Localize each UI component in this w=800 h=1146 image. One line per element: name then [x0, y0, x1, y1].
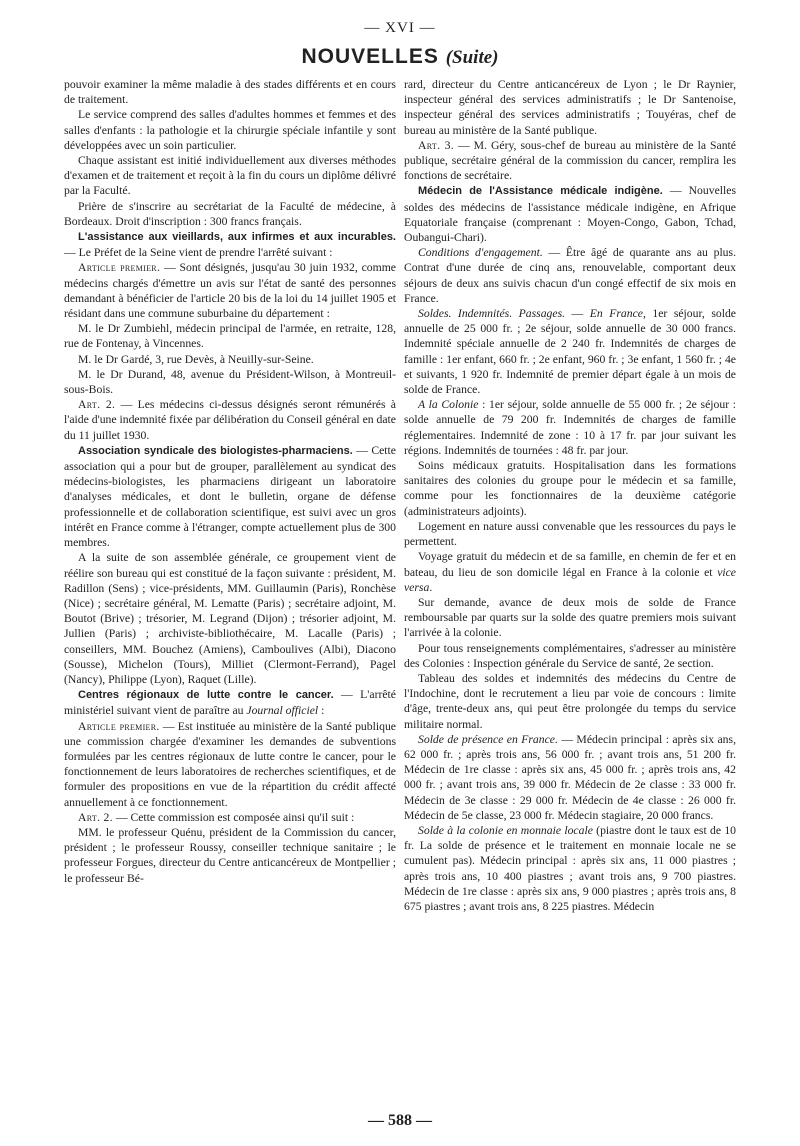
- section-heading: Médecin de l'Assistance médicale indigène.: [418, 185, 663, 198]
- paragraph: A la suite de son assemblée générale, ce groupement vient de réélire son bureau qui est constitué de la façon suivante : président, M. Radillon (Sens) ; vice-présidents, MM. Guillaumin (Paris), Ronchèse (Nice) ; secrétaire général, M. Lematte (Paris) ; secrétaire adjoint, M. Boutot (Brive) ; trésorier, M. Legrand (Dijon) ; trésorier adjoint, M. Jullien (Paris) ; archiviste-bibliothécaire, M. Lacalle (Paris) ; conseillers, MM. Bouchez (Amiens), Camboulives (Albi), Diacono (Sousse), Michelon (Tours), Milliet (Clermont-Ferrand), Pagel (Nancy), Philippe (Lyon), Raquet (Lille).: [64, 551, 396, 686]
- paragraph-text: Voyage gratuit du médecin et de sa famille, en chemin de fer et en bateau, du lieu de son domicile légal en France à la colonie et: [404, 550, 736, 579]
- paragraph: [64, 687, 396, 718]
- section-heading: Association syndicale des biologistes-pharmaciens.: [78, 444, 353, 457]
- paragraph: [404, 823, 736, 914]
- paragraph-text: — Le Préfet de la Seine vient de prendre l'arrêté suivant :: [64, 246, 333, 260]
- journal-reference: Journal officiel: [246, 704, 319, 718]
- paragraph: pouvoir examiner la même maladie à des stades différents et en cours de traitement.: [64, 78, 396, 107]
- paragraph: Sur demande, avance de deux mois de solde de France remboursable par quarts sur la solde des quatre premiers mois suivant l'arrivée à la colonie.: [404, 595, 736, 640]
- paragraph-text: — Sont désignés, jusqu'au 30 juin 1932, comme médecins chargés d'émettre un avis sur l'état de santé des personnes demandant à bénéficier de l'article 20 bis de la loi du 14 juillet 1905 et résidant dans une commune suburbaine du département :: [64, 261, 396, 321]
- paragraph: [64, 397, 396, 443]
- paragraph: Le service comprend des salles d'adultes hommes et femmes et des salles d'enfants : la pathologie et la chirurgie spéciale infantile y sont développées avec un soin particulier.: [64, 108, 396, 152]
- paragraph: [404, 397, 736, 458]
- paragraph-text: :: [318, 704, 325, 718]
- paragraph-text: (piastre dont le taux est de 10 fr. La solde de présence et le traitement en monnaie locale ne se cumulent pas). Médecin principal : après six ans, 11 000 piastres ; après trois ans, 10 400 piastres ; avant trois ans, 9 700 piastres. Médecin de 1re classe : après six ans, 9 000 piastres ; après trois ans, 8 675 piastres ; avant trois ans, 8 225 piastres. Médecin: [404, 823, 737, 913]
- paragraph: [404, 732, 736, 823]
- paragraph: [404, 245, 736, 306]
- subsection-label: Conditions d'engagement.: [418, 246, 543, 260]
- paragraph-text: 1er séjour, solde annuelle de 25 000 fr. ; 2e séjour, solde annuelle de 30 000 francs. Indemnité spéciale annuelle de 2 240 fr. Indemnités de charges de famille : 1er enfant, 660 fr. ; 2e enfant, 960 fr. ; 3e enfant, 1 560 fr. ; 4e et suivants, 1 920 fr. Indemnité de premier départ égale à un mois de solde de France.: [404, 307, 736, 397]
- roman-page-number: — XVI —: [364, 20, 436, 36]
- paragraph-text: — Les médecins ci-dessus désignés seront rémunérés à l'aide d'une indemnité fixée par délibération du Conseil général en date du 11 juillet 1930.: [64, 398, 396, 442]
- article-label: Art. 2.: [78, 810, 113, 824]
- paragraph: M. le Dr Zumbiehl, médecin principal de l'armée, en retraite, 128, rue de Fontenay, à Vincennes.: [64, 322, 396, 351]
- paragraph: rard, directeur du Centre anticancéreux de Lyon ; le Dr Raynier, inspecteur général des services administratifs ; le Dr Santenoise, inspecteur général des services administratifs ; Touyéras, chef de bureau au ministère de la Santé publique.: [404, 78, 736, 137]
- section-heading: Centres régionaux de lutte contre le cancer.: [78, 689, 334, 702]
- paragraph: Logement en nature aussi convenable que les ressources du pays le permettent.: [404, 519, 736, 549]
- subsection-label: Soldes. Indemnités. Passages.: [418, 307, 566, 321]
- paragraph: [404, 138, 736, 184]
- right-column: [404, 77, 736, 914]
- paragraph-text: — Médecin principal : après six ans, 62 000 fr. ; après trois ans, 56 000 fr. ; avant trois ans, 51 200 fr. Médecin de 1re classe : après six ans, 45 000 fr. ; après trois ans, 42 000 fr. ; avant trois ans, 39 000 fr. Médecin de 2e classe : 33 000 fr. Médecin de 3e classe : 29 000 fr. Médecin de 4e classe : 26 000 fr. Médecin de 5e classe, 23 000 fr. Médecin stagiaire, 20 000 francs.: [404, 732, 736, 822]
- section-title-text: NOUVELLES: [301, 45, 439, 68]
- paragraph: [64, 810, 396, 825]
- italic-phrase: vice versa: [404, 565, 736, 594]
- subsection-label: A la Colonie: [418, 398, 479, 412]
- paragraph-text: — Cette association qui a pour but de grouper, parallèlement au syndicat des médecins-biologistes, les pharmaciens dirigeant un laboratoire d'analyses médicales, et dont le bulletin, organe de défense professionnelle et de collaboration scientifique, est suivi avec un gros intérêt en France comme à l'étranger, compte actuellement plus de 300 membres.: [64, 443, 396, 550]
- article-label: Article premier.: [78, 261, 161, 275]
- paragraph-text: .: [429, 580, 433, 594]
- paragraph: Tableau des soldes et indemnités des médecins du Centre de l'Indochine, dont le recrutement a lieu par voie de concours : limite d'âge, trente-deux ans, qui peut être prolongée du temps du service militaire normal.: [404, 671, 736, 731]
- paragraph: [404, 306, 736, 397]
- paragraph: M. le Dr Gardé, 3, rue Devès, à Neuilly-sur-Seine.: [78, 352, 314, 366]
- paragraph: Soins médicaux gratuits. Hospitalisation dans les formations sanitaires des colonies du groupe pour le médecin et sa famille, comme pour les fonctionnaires de la deuxième catégorie (administrateurs adjoints).: [404, 459, 736, 518]
- paragraph-text: — Cette commission est composée ainsi qu'il suit :: [112, 810, 355, 824]
- section-heading: L'assistance aux vieillards, aux infirmes et aux incurables.: [78, 231, 396, 244]
- paragraph: [64, 443, 396, 550]
- paragraph: [64, 229, 396, 260]
- paragraph-text: — Être âgé de quarante ans au plus. Contrat d'une durée de cinq ans, renouvelable, comportant deux séjours de deux ans suivis chacun d'un congé effectif de six mois en France.: [404, 246, 736, 305]
- paragraph: [404, 183, 736, 245]
- subsection-label: En France,: [589, 307, 646, 321]
- paragraph-text: — L'arrêté ministériel suivant vient de paraître au: [64, 688, 396, 718]
- paragraph: Chaque assistant est initié individuellement aux diverses méthodes d'examen et de traitement et reçoit à la fin du cours un diplôme délivré par la Faculté.: [64, 154, 396, 198]
- article-label: Art. 3.: [418, 138, 454, 152]
- paragraph: Pour tous renseignements complémentaires, s'adresser au ministère des Colonies : Inspection générale du Service de santé, 2e section.: [404, 641, 736, 670]
- paragraph: M. le Dr Durand, 48, avenue du Président-Wilson, à Montreuil-sous-Bois.: [64, 367, 396, 397]
- paragraph-text: — Nouvelles soldes des médecins de l'assistance médicale indigène, en Afrique Equatoriale française (comprenant : Moyen-Congo, Gabon, Tchad, Oubangui-Chari).: [404, 184, 736, 245]
- section-title: [0, 45, 800, 69]
- article-label: Article premier.: [78, 719, 160, 733]
- subsection-label: Solde à la colonie en monnaie locale: [418, 823, 593, 837]
- paragraph: MM. le professeur Quénu, président de la Commission du cancer, président ; le professeur Roussy, conseiller technique sanitaire ; le professeur Forgues, directeur du Centre anticancéreux de Montpellier ; le professeur Bé-: [64, 825, 396, 885]
- paragraph-text: — Est instituée au ministère de la Santé publique une commission chargée d'examiner les demandes de subventions formulées par les centres régionaux de lutte contre le cancer, pour le fonctionnement de leurs laboratoires de recherches scientifiques, et de formuler des propositions en vue de la répartition du crédit affecté annuellement à ce fonctionnement.: [64, 719, 396, 809]
- paragraph-text: : 1er séjour, solde annuelle de 55 000 fr. ; 2e séjour : solde annuelle de 79 200 fr. Indemnités de charges de famille réglementaires. Indemnité de zone : 10 à 17 fr. par jour suivant les régions. Indemnités de tournées : 48 fr. par jour.: [404, 398, 737, 457]
- paragraph: Prière de s'inscrire au secrétariat de la Faculté de médecine, à Bordeaux. Droit d'inscription : 300 francs français.: [64, 199, 396, 228]
- left-column: [64, 77, 396, 886]
- article-label: Art. 2.: [78, 398, 116, 412]
- paragraph: [64, 719, 396, 810]
- page-number: — 588 —: [368, 1112, 432, 1129]
- subsection-label: Solde de présence en France.: [418, 732, 558, 746]
- paragraph-text: — M. Géry, sous-chef de bureau au ministère de la Santé publique, secrétaire général de la commission du cancer, remplira les fonctions de secrétaire.: [404, 138, 736, 183]
- paragraph: [64, 260, 396, 321]
- section-title-suffix: (Suite): [445, 47, 499, 68]
- paragraph: [404, 549, 736, 595]
- paragraph-text: —: [565, 307, 590, 321]
